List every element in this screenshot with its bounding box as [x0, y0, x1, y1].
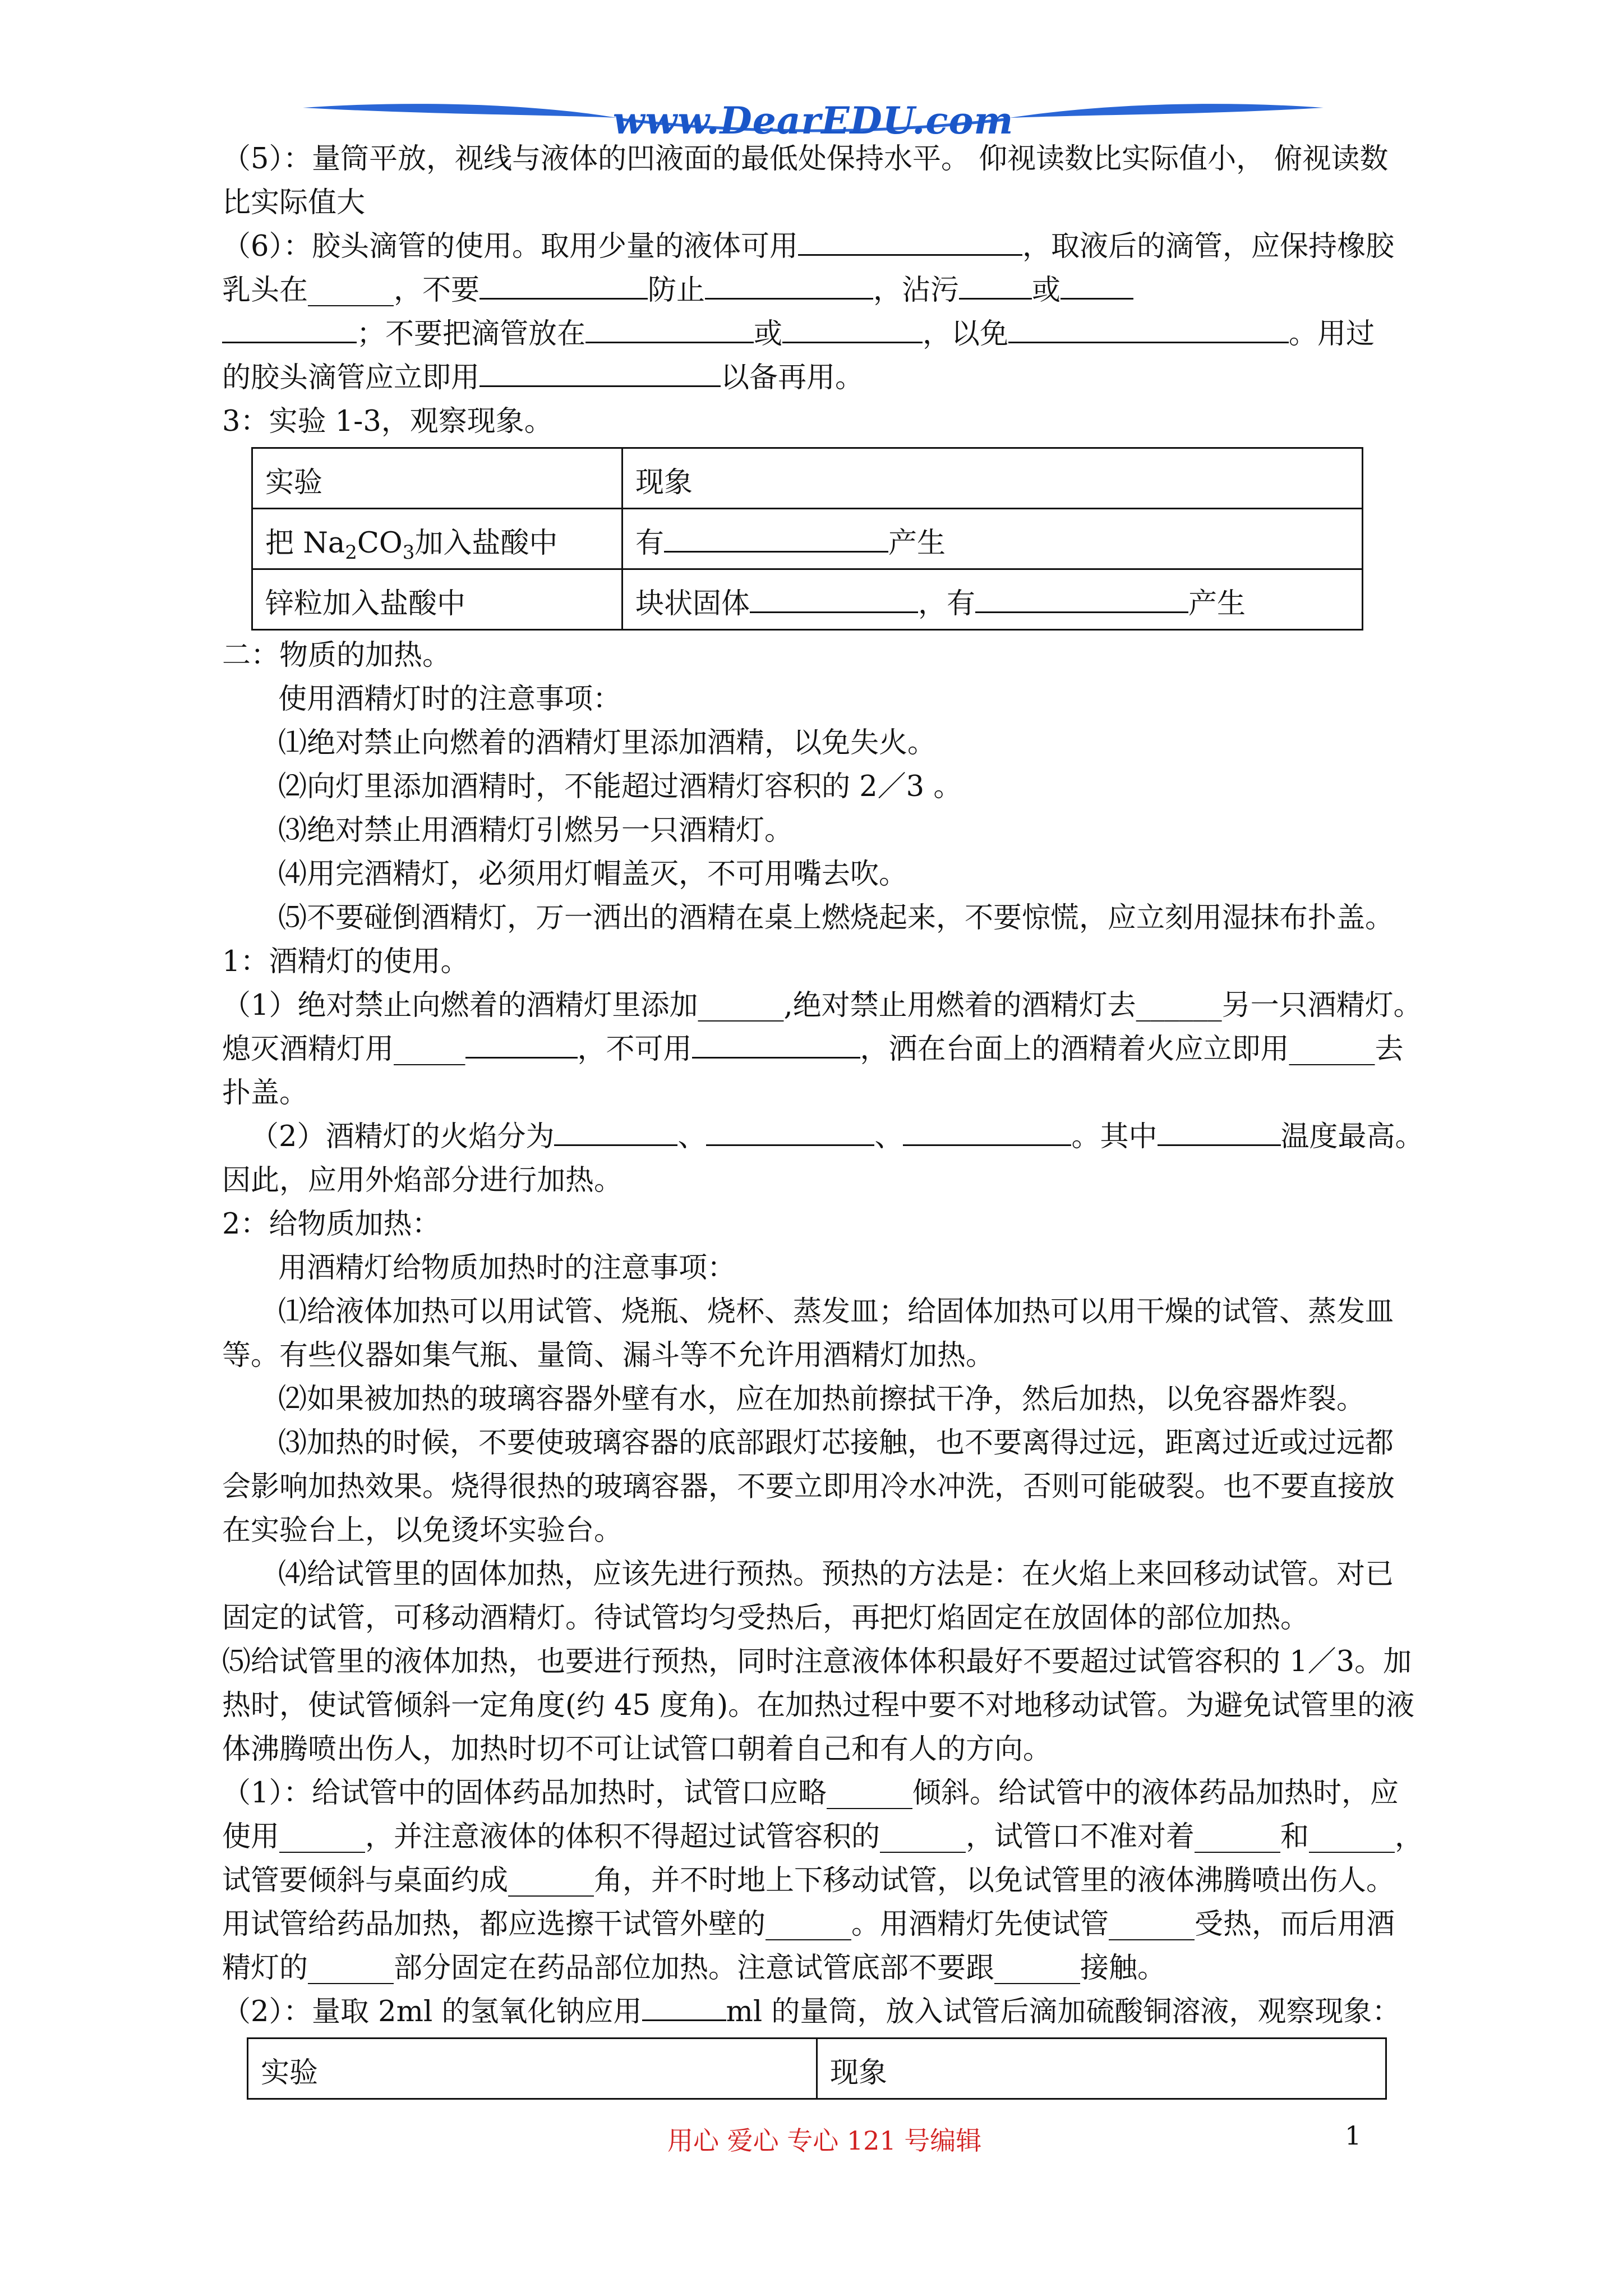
blank: [692, 1028, 860, 1059]
blank: [706, 1115, 874, 1146]
text-line: （5）：量筒平放，视线与液体的凹液面的最低处保持水平。 仰视读数比实际值小， 俯视读数: [222, 142, 1389, 176]
table-cell: 块状固体 ，有 产生: [623, 569, 1363, 630]
blank: [750, 582, 918, 613]
blank: [479, 269, 648, 300]
text-line: 扑盖。: [222, 1076, 308, 1110]
text-line: ⑵如果被加热的玻璃容器外壁有水，应在加热前擦拭干净，然后加热，以免容器炸裂。: [278, 1383, 1366, 1416]
section-title: 二：物质的加热。: [222, 639, 451, 672]
table-header: 现象: [623, 448, 1363, 509]
experiment-table-1: [251, 447, 1363, 631]
blank: [465, 1028, 578, 1059]
text-line: 比实际值大: [222, 186, 366, 219]
worksheet-body: [222, 137, 1433, 2103]
text-line: 在实验台上，以免烫坏实验台。: [222, 1514, 623, 1547]
blank: [1008, 312, 1289, 343]
footer-motto: 用心 爱心 专心 121 号编辑: [667, 2125, 982, 2156]
blank: [798, 225, 1022, 256]
text-line: ⑴给液体加热可以用试管、烧瓶、烧杯、蒸发皿；给固体加热可以用干燥的试管、蒸发皿: [278, 1295, 1394, 1328]
text-line: ⑵向灯里添加酒精时，不能超过酒精灯容积的 2／3 。: [278, 770, 962, 803]
text-line: ⑶绝对禁止用酒精灯引燃另一只酒精灯。: [278, 814, 794, 847]
text-line: 乳头在______，不要 防止 ，沾污 或: [222, 269, 1433, 312]
text-line: ⑶加热的时候，不要使玻璃容器的底部跟灯芯接触，也不要离得过远，距离过近或过远都: [278, 1427, 1394, 1460]
experiment-table-2: [247, 2037, 1387, 2100]
text-line: 精灯的______部分固定在药品部位加热。注意试管底部不要跟______接触。: [222, 1952, 1166, 1985]
text-line: 3：实验 1-3，观察现象。: [222, 405, 553, 438]
blank: [1158, 1115, 1281, 1146]
text-line: （1）：给试管中的固体药品加热时，试管口应略______倾斜。给试管中的液体药品加热时，应: [222, 1777, 1399, 1810]
table-cell: 把 $Na_2CO_3$加入盐酸中: [252, 509, 623, 569]
text-line: ；不要把滴管放在 或 ，以免 。用过: [222, 312, 1433, 356]
table-cell: 锌粒加入盐酸中: [252, 569, 623, 630]
table-header: 实验: [248, 2039, 817, 2099]
table-header: 现象: [817, 2039, 1386, 2099]
text-line: （1）绝对禁止向燃着的酒精灯里添加______,绝对禁止用燃着的酒精灯去______另一只酒精灯。: [222, 989, 1422, 1022]
text-line: 热时，使试管倾斜一定角度(约 45 度角)。在加热过程中要不对地移动试管。为避免试管里的液: [222, 1689, 1415, 1722]
blank: [975, 582, 1188, 613]
blank: [782, 312, 923, 343]
blank: [664, 522, 888, 553]
text-line: （6）：胶头滴管的使用。取用少量的液体可用 ，取液后的滴管，应保持橡胶: [222, 225, 1433, 269]
text-line: 体沸腾喷出伤人，加热时切不可让试管口朝着自己和有人的方向。: [222, 1733, 1052, 1766]
text-line: 的胶头滴管应立即用 以备再用。: [222, 356, 1433, 400]
site-url: www.DearEDU.com: [612, 99, 1014, 142]
page-number: 1: [1345, 2120, 1362, 2151]
blank: [1061, 269, 1133, 300]
text-line: 固定的试管，可移动酒精灯。待试管均匀受热后，再把灯焰固定在放固体的部位加热。: [222, 1602, 1310, 1635]
text-line: （2）：量取 2ml 的氢氧化钠应用 ml 的量筒，放入试管后滴加硫酸铜溶液，观察现象：: [222, 1990, 1433, 2034]
text-line: 使用______，并注意液体的体积不得超过试管容积的______，试管口不准对着______和______，: [222, 1820, 1424, 1853]
blank: [705, 269, 873, 300]
text-line: （2）酒精灯的火焰分为 、 、 。其中 温度最高。: [222, 1115, 1433, 1159]
blank: [903, 1115, 1071, 1146]
blank: [959, 269, 1032, 300]
text-line: 使用酒精灯时的注意事项：: [278, 683, 622, 716]
text-line: ⑸不要碰倒酒精灯，万一洒出的酒精在桌上燃烧起来，不要惊慌，应立刻用湿抹布扑盖。: [278, 901, 1394, 935]
text-line: 试管要倾斜与桌面约成______角，并不时地上下移动试管，以免试管里的液体沸腾喷出伤人。: [222, 1864, 1395, 1897]
text-line: 熄灭酒精灯用_____ ，不可用 ，洒在台面上的酒精着火应立即用______去: [222, 1028, 1433, 1071]
blank: [222, 312, 357, 343]
text-line: 等。有些仪器如集气瓶、量筒、漏斗等不允许用酒精灯加热。: [222, 1339, 995, 1372]
blank: [642, 1990, 726, 2021]
blank: [585, 312, 754, 343]
text-line: 因此，应用外焰部分进行加热。: [222, 1164, 623, 1197]
blank: [479, 356, 721, 387]
table-cell: 有 产生: [623, 509, 1363, 569]
text-line: 2：给物质加热：: [222, 1208, 441, 1241]
text-line: ⑷用完酒精灯，必须用灯帽盖灭，不可用嘴去吹。: [278, 858, 908, 891]
text-line: 1：酒精灯的使用。: [222, 945, 469, 978]
text-line: 会影响加热效果。烧得很热的玻璃容器，不要立即用冷水冲洗，否则可能破裂。也不要直接放: [222, 1470, 1395, 1503]
text-line: ⑷给试管里的固体加热，应该先进行预热。预热的方法是：在火焰上来回移动试管。对已: [278, 1558, 1394, 1591]
text-line: ⑴绝对禁止向燃着的酒精灯里添加酒精，以免失火。: [278, 726, 937, 760]
table-header: 实验: [252, 448, 623, 509]
text-line: 用试管给药品加热，都应选擦干试管外壁的______。用酒精灯先使试管______受热，而后用酒: [222, 1908, 1395, 1941]
text-line: 用酒精灯给物质加热时的注意事项：: [278, 1251, 736, 1285]
text-line: ⑸给试管里的液体加热，也要进行预热，同时注意液体体积最好不要超过试管容积的 1／3。加: [222, 1645, 1412, 1678]
blank: [554, 1115, 677, 1146]
